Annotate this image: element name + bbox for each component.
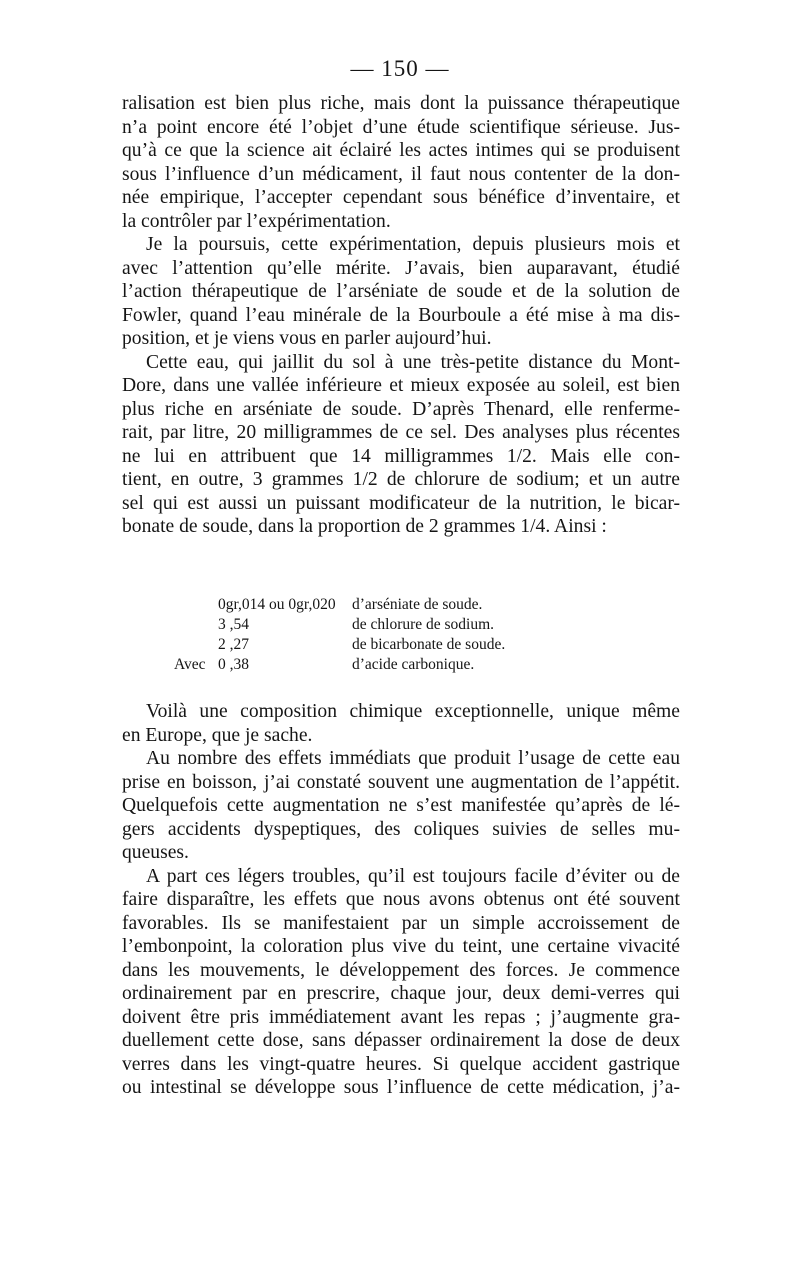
composition-substance: de chlorure de sodium.	[352, 616, 495, 633]
text-line: verres dans les vingt-quatre heures. Si quelque accident gastrique	[122, 1053, 680, 1075]
text-line: faire disparaître, les effets que nous avons obtenus ont été souvent	[122, 889, 680, 910]
composition-row	[170, 655, 590, 675]
text-line: ordinairement par en prescrire, chaque jour, deux demi-verres qui	[122, 983, 680, 1004]
text-line: position, et je viens vous en parler aujourd’hui.	[122, 328, 492, 349]
text-line: ralisation est bien plus riche, mais dont la puissance thérapeutique	[122, 93, 680, 114]
paragraph	[122, 233, 680, 351]
text-line: rait, par litre, 20 milligrammes de ce sel. Des analyses plus récentes	[122, 422, 680, 443]
text-line: Voilà une composition chimique exceptionnelle, unique même	[146, 701, 680, 722]
text-line: A part ces légers troubles, qu’il est toujours facile d’éviter ou de	[146, 865, 680, 887]
composition-row	[170, 595, 590, 615]
text-block-bottom	[122, 700, 680, 1100]
paragraph	[122, 865, 680, 1100]
composition-substance: d’arséniate de soude.	[352, 596, 483, 613]
text-line: née empirique, l’accepter cependant sous bénéfice d’inventaire, et	[122, 187, 680, 208]
composition-quantity: 2 ,27	[218, 636, 249, 653]
text-line: doivent être pris immédiatement avant les repas ; j’augmente gra-	[122, 1006, 680, 1028]
text-line: ou intestinal se développe sous l’influence de cette médication, j’a-	[122, 1077, 680, 1098]
text-line: duellement cette dose, sans dépasser ordinairement la dose de deux	[122, 1030, 680, 1051]
paragraph	[122, 747, 680, 865]
composition-substance: de bicarbonate de soude.	[352, 636, 506, 653]
composition-quantity: 0gr,014 ou 0gr,020	[218, 596, 336, 613]
text-line: tient, en outre, 3 grammes 1/2 de chlorure de sodium; et un autre	[122, 469, 680, 490]
text-line: en Europe, que je sache.	[122, 724, 313, 746]
paragraph	[122, 92, 680, 233]
text-line: avec l’attention qu’elle mérite. J’avais, bien auparavant, étudié	[122, 257, 680, 279]
text-line: favorables. Ils se manifestaient par un simple accroissement de	[122, 912, 680, 934]
text-line: plus riche en arséniate de soude. D’après Thenard, elle renferme-	[122, 398, 680, 420]
text-line: l’embonpoint, la coloration plus vive du teint, une certaine vivacité	[122, 936, 680, 957]
text-line: Quelquefois cette augmentation ne s’est manifestée qu’après de lé-	[122, 795, 680, 816]
text-line: Je la poursuis, cette expérimentation, depuis plusieurs mois et	[146, 234, 680, 255]
text-line: sel qui est aussi un puissant modificateur de la nutrition, le bicar-	[122, 492, 680, 514]
text-line: Fowler, quand l’eau minérale de la Bourboule a été mise à ma dis-	[122, 304, 680, 326]
text-line: Au nombre des effets immédiats que produit l’usage de cette eau	[146, 748, 680, 769]
text-line: gers accidents dyspeptiques, des coliques suivies de selles mu-	[122, 818, 680, 840]
text-line: dans les mouvements, le développement des forces. Je commence	[122, 959, 680, 981]
composition-substance: d’acide carbonique.	[352, 656, 475, 673]
text-line: Dore, dans une vallée inférieure et mieux exposée au soleil, est bien	[122, 375, 680, 396]
text-line: prise en boisson, j’ai constaté souvent une augmentation de l’appétit.	[122, 771, 680, 793]
composition-prefix: Avec	[174, 656, 206, 673]
composition-quantity: 3 ,54	[218, 616, 249, 633]
page-number: — 150 —	[350, 56, 450, 81]
text-line: Cette eau, qui jaillit du sol à une très-petite distance du Mont-	[146, 351, 680, 373]
text-line: sous l’influence d’un médicament, il faut nous contenter de la don-	[122, 163, 680, 185]
paragraph	[122, 351, 680, 539]
text-block-top	[122, 92, 680, 539]
text-line: qu’à ce que la science ait éclairé les actes intimes qui se produisent	[122, 140, 680, 161]
composition-table	[170, 595, 590, 675]
text-line: bonate de soude, dans la proportion de 2 grammes 1/4. Ainsi :	[122, 516, 607, 537]
composition-row	[170, 635, 590, 655]
text-line: ne lui en attribuent que 14 milligrammes 1/2. Mais elle con-	[122, 445, 680, 467]
text-line: la contrôler par l’expérimentation.	[122, 210, 391, 232]
text-line: l’action thérapeutique de l’arséniate de soude et de la solution de	[122, 281, 680, 302]
paragraph	[122, 700, 680, 747]
composition-row	[170, 615, 590, 635]
text-line: n’a point encore été l’objet d’une étude scientifique sérieuse. Jus-	[122, 116, 680, 138]
text-line: queuses.	[122, 842, 189, 863]
composition-quantity: 0 ,38	[218, 656, 249, 673]
